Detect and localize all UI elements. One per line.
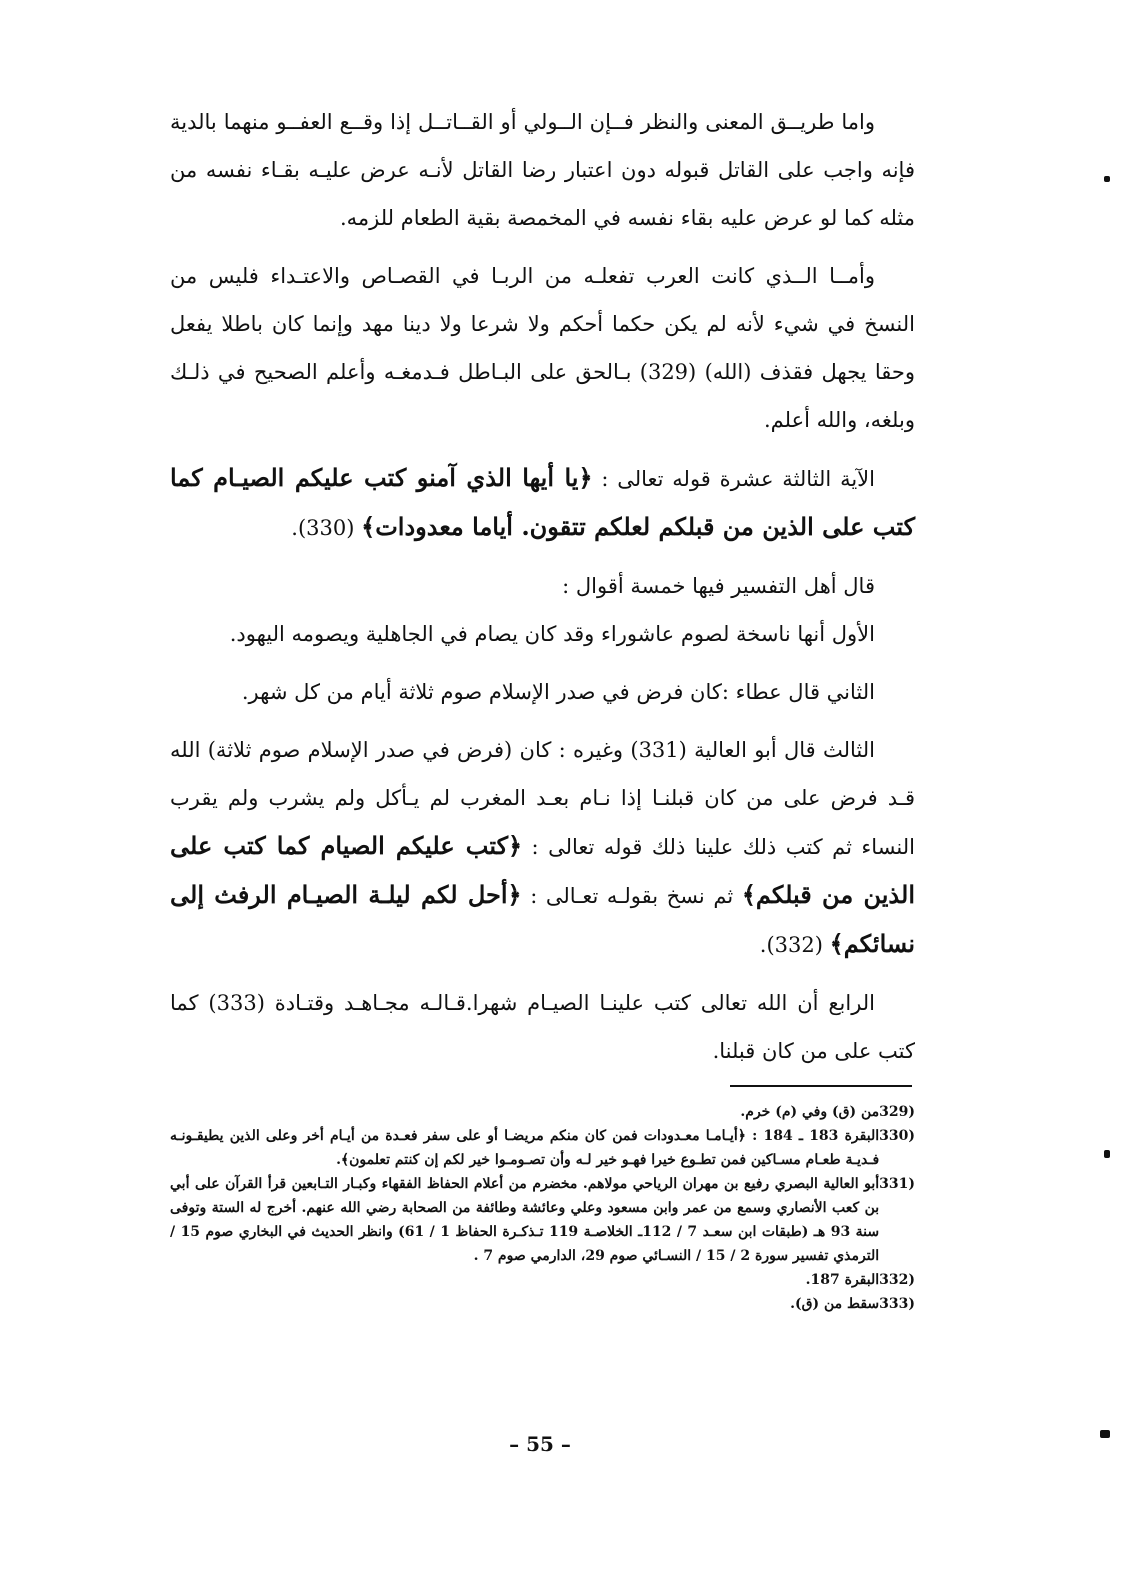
- paragraph: [170, 562, 915, 610]
- footnotes: [170, 1100, 915, 1316]
- footnote: [170, 1172, 915, 1268]
- footnote-text: البقرة 183 ـ 184 : ﴿أيـامـا معـدودات فمن كان منكم مريضـا أو على سفر فعـدة من أيـام أخر وعلى الذين يطيقـونـه فـديـة طعـام مسـاكين فمن تطـوع خيرا فهـو خير لـه وأن تصـومـوا خير لكم إن كنتم تعلمون﴾.: [170, 1128, 880, 1168]
- footnote-number: (331: [879, 1176, 915, 1192]
- paragraph: [170, 252, 915, 444]
- footnote-divider: [730, 1085, 912, 1087]
- paragraph: [170, 610, 915, 658]
- footnote-text: من (ق) وفي (م) خرم.: [740, 1104, 880, 1120]
- footnote: [170, 1268, 915, 1292]
- quran-verse: ﴿أحل لكم ليلـة الصيـام الرفث إلى نسائكم﴾: [170, 880, 915, 958]
- main-text: [170, 98, 915, 1085]
- text-run: (330).: [291, 516, 362, 540]
- text-run: الرابع أن الله تعالى كتب علينـا الصيـام شهرا.قـالـه مجـاهـد وقتـادة (333) كما كتب على من كان قبلنا.: [170, 991, 915, 1063]
- text-run: ثم نسخ بقولـه تعـالى :: [521, 884, 742, 908]
- paragraph: [170, 979, 915, 1075]
- footnote: [170, 1124, 915, 1172]
- text-run: الثالث قال أبو العالية (331) وغيره : كان (فرض في صدر الإسلام صوم ثلاثة) الله قـد فرض على من كان قبلنـا إذا نـام بعـد المغرب لم يـأكل ولم يشرب ولم يقرب النساء ثم كتب ذلك علينا ذلك قوله تعالى :: [170, 738, 915, 859]
- text-run: قال أهل التفسير فيها خمسة أقوال :: [562, 574, 875, 598]
- paragraph: [170, 98, 915, 242]
- quran-verse: ﴿يا أيها الذي آمنو كتب عليكم الصيـام كما كتب على الذين من قبلكم لعلكم تتقون. أياما معدودات﴾: [170, 463, 915, 541]
- page-number: – 55 –: [509, 1432, 571, 1456]
- footnote-text: البقرة 187.: [805, 1272, 880, 1288]
- footnote: [170, 1292, 915, 1316]
- footnote-number: (333: [879, 1296, 915, 1312]
- scan-speck: [1104, 176, 1110, 182]
- footnote-text: أبو العالية البصري رفيع بن مهران الرياحي مولاهم. مخضرم من أعلام الحفاظ الفقهاء وكبـار التـابعين قرأ القرآن على أبي بن كعب الأنصاري وسمع من عمر وابن مسعود وعلي وعائشة وطائفة من الصحابة رضي الله عنهم. أخرج له الستة وتوفى سنة 93 هـ (طبقات ابن سعـد 7 / 112ـ الخلاصـة 119 تـذكـرة الحفاظ 1 / 61) وانظر الحديث في البخاري صوم 15 / الترمذي تفسير سورة 2 / 15 / النسـائي صوم 29، الدارمي صوم 7 .: [170, 1176, 880, 1264]
- quran-verse: ﴿كتب عليكم الصيام كما كتب على الذين من قبلكم﴾: [170, 831, 915, 909]
- footnote-number: (329: [879, 1104, 915, 1120]
- text-run: وأمــا الــذي كانت العرب تفعلـه من الربـا في القصـاص والاعتـداء فليس من النسخ في شيء لأنه لم يكن حكما أحكم ولا شرعا ولا دينا مهد وإنما كان باطلا يفعل وحقا يجهل فقذف (الله) (329) بـالحق على البـاطل فـدمغـه وأعلم الصحيح في ذلـك وبلغه، والله أعلم.: [170, 264, 915, 432]
- text-run: واما طريــق المعنى والنظر فــإن الــولي أو القــاتــل إذا وقــع العفــو منهما بالدية فإنه واجب على القاتل قبوله دون اعتبار رضا القاتل لأنـه عرض عليـه بقـاء نفسه من مثله كما لو عرض عليه بقاء نفسه في المخمصة بقية الطعام للزمه.: [170, 110, 915, 230]
- paragraph: [170, 726, 915, 969]
- footnote: [170, 1100, 915, 1124]
- paragraph: [170, 454, 915, 552]
- text-run: الآية الثالثة عشرة قوله تعالى :: [592, 467, 875, 491]
- footnote-number: (330: [879, 1128, 915, 1144]
- text-run: الثاني قال عطاء :كان فرض في صدر الإسلام صوم ثلاثة أيام من كل شهر.: [241, 680, 875, 704]
- text-run: الأول أنها ناسخة لصوم عاشوراء وقد كان يصام في الجاهلية ويصومه اليهود.: [229, 622, 875, 646]
- scan-speck: [1100, 1430, 1110, 1438]
- footnote-text: سقط من (ق).: [790, 1296, 880, 1312]
- paragraph: [170, 668, 915, 716]
- text-run: (332).: [759, 933, 830, 957]
- scan-speck: [1104, 1150, 1110, 1158]
- footnote-number: (332: [879, 1272, 915, 1288]
